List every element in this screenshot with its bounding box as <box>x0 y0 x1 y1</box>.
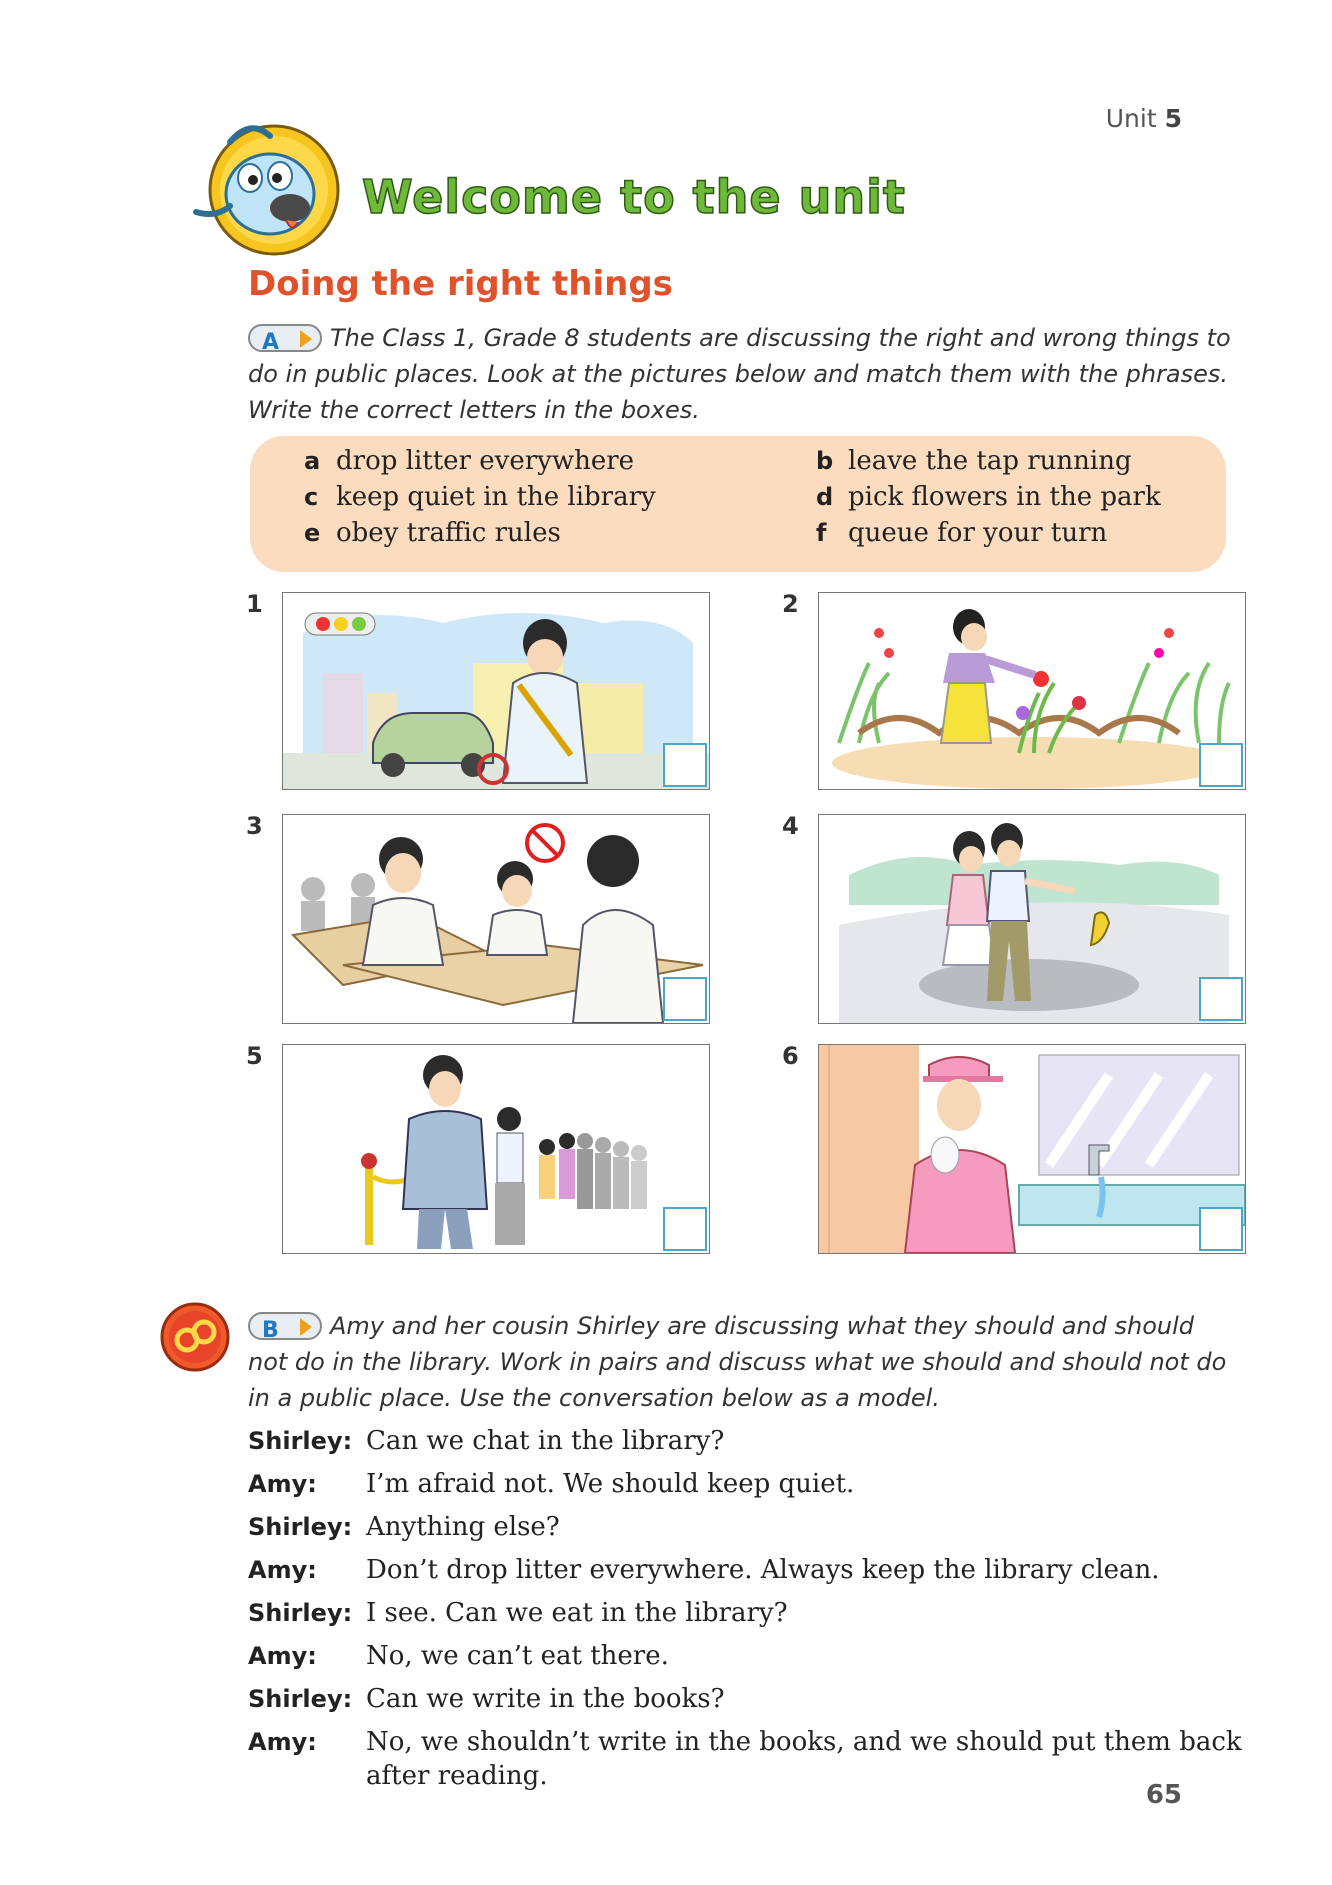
picture-number: 5 <box>246 1042 263 1070</box>
phrase-item: d pick flowers in the park <box>816 482 1161 512</box>
picture-4 <box>818 814 1246 1024</box>
picture-1 <box>282 592 710 790</box>
answer-box[interactable] <box>1199 743 1243 787</box>
phrase-item: e obey traffic rules <box>304 518 561 548</box>
play-arrow-icon <box>300 1318 312 1336</box>
phrase-item: a drop litter everywhere <box>304 446 635 476</box>
task-a-tag: A <box>248 324 322 352</box>
picture-number: 2 <box>782 590 799 618</box>
unit-label: Unit 5 <box>1105 104 1182 133</box>
picture-5 <box>282 1044 710 1254</box>
play-arrow-icon <box>300 330 312 348</box>
picture-number: 1 <box>246 590 263 618</box>
library-students-illustration-icon <box>283 815 709 1023</box>
task-b-instruction: B Amy and her cousin Shirley are discussing what they should and should not do in the library. Work in pairs and discuss what we should and should not do in a public place. Use the conversation below as a model. <box>248 1312 1227 1412</box>
answer-box[interactable] <box>663 977 707 1021</box>
phrase-item: b leave the tap running <box>816 446 1132 476</box>
task-b-tag: B <box>248 1312 322 1340</box>
girl-picking-flowers-illustration-icon <box>819 593 1245 789</box>
tap-running-illustration-icon <box>819 1045 1245 1253</box>
phrase-box <box>250 436 1226 572</box>
section-title: Doing the right things <box>248 264 673 304</box>
answer-box[interactable] <box>663 743 707 787</box>
answer-box[interactable] <box>1199 977 1243 1021</box>
picture-number: 4 <box>782 812 799 840</box>
main-title: Welcome to the unit <box>362 170 906 224</box>
picture-2 <box>818 592 1246 790</box>
people-queueing-illustration-icon <box>283 1045 709 1253</box>
picture-number: 6 <box>782 1042 799 1070</box>
speaking-icon <box>160 1302 230 1372</box>
phrase-item: f queue for your turn <box>816 518 1108 548</box>
task-a-instruction: A The Class 1, Grade 8 students are discussing the right and wrong things to do in public places. Look at the pictures below and match them with the phrases. Write the correct letters in the boxes. <box>248 324 1231 424</box>
mascot-dog-icon <box>190 112 346 260</box>
answer-box[interactable] <box>663 1207 707 1251</box>
picture-number: 3 <box>246 812 263 840</box>
phrase-item: c keep quiet in the library <box>304 482 656 512</box>
picture-3 <box>282 814 710 1024</box>
couple-dropping-litter-illustration-icon <box>819 815 1245 1023</box>
answer-box[interactable] <box>1199 1207 1243 1251</box>
page-number: 65 <box>1145 1780 1182 1810</box>
traffic-street-illustration-icon <box>283 593 709 789</box>
picture-6 <box>818 1044 1246 1254</box>
